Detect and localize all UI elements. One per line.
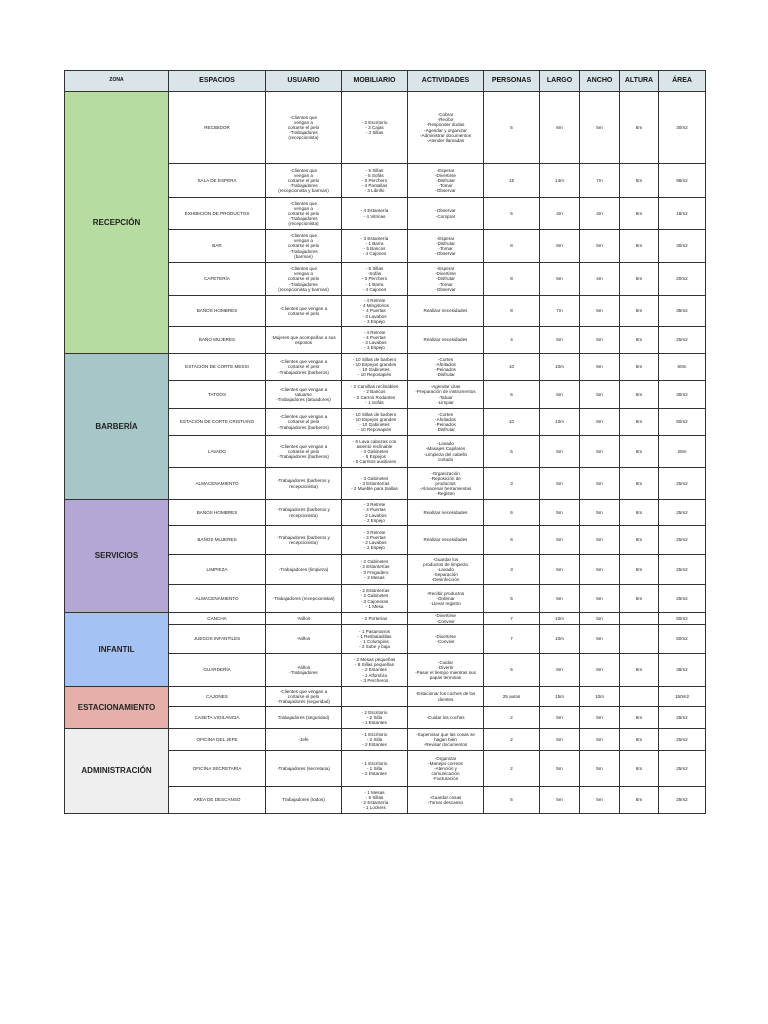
ancho-cell: 5m <box>580 468 620 500</box>
ancho-cell: 4m <box>580 198 620 230</box>
altura-cell: 6m <box>620 585 659 613</box>
espacio-cell: CAJONES <box>169 687 266 707</box>
table-row <box>65 613 706 625</box>
actividades-cell: -Guardar los productos de limpieza -Lavado -Separación -Desinfección <box>408 555 484 585</box>
mobiliario-cell: - 2 Porterías <box>342 613 408 625</box>
largo-cell: 10m <box>540 613 580 625</box>
personas-cell: 5 <box>484 585 540 613</box>
ancho-cell: 5m <box>580 526 620 555</box>
largo-cell: 5m <box>540 585 580 613</box>
mobiliario-cell: - 4 Estantería - 4 Vitrinas <box>342 198 408 230</box>
mobiliario-cell: - 5 Sillas -Sofás - 3 Perchero - 1 Barra - 4 Cajones <box>342 263 408 296</box>
largo-cell: 5m <box>540 436 580 468</box>
ancho-cell: 10m <box>580 687 620 707</box>
mobiliario-cell: - 2 Estanterías - 2 Gabinetes - 3 Cajoneras - 1 Mesa <box>342 585 408 613</box>
area-cell: 25m <box>659 436 706 468</box>
personas-cell: 25 autos <box>484 687 540 707</box>
usuario-cell: -Clientes que vengan a cortarse el pelo -Trabajadores (barberos) <box>266 436 342 468</box>
espacio-cell: LAVADO <box>169 436 266 468</box>
personas-cell: 2 <box>484 751 540 787</box>
mobiliario-cell: - 10 Sillas de barbero - 10 Espejos grandes - 10 Gabinetes - 10 Reposapiés <box>342 354 408 381</box>
largo-cell: 5m <box>540 729 580 751</box>
area-cell: 30m2 <box>659 381 706 409</box>
mobiliario-cell: - 3 Escritorio - 3 Cajas - 3 Sillas <box>342 92 408 164</box>
ancho-cell: 6m <box>580 409 620 436</box>
personas-cell: 5 <box>484 654 540 687</box>
actividades-cell: Realizar necesidades <box>408 526 484 555</box>
largo-cell: 5m <box>540 787 580 814</box>
espacio-cell: SALA DE ESPERA <box>169 164 266 198</box>
usuario-cell: Trabajadores (todos) <box>266 787 342 814</box>
actividades-cell: -Divertirse -Convivir <box>408 613 484 625</box>
table-row <box>65 354 706 381</box>
usuario-cell: -Clientes que vengan a cortarse el pelo -Trabajadores (barberos) <box>266 409 342 436</box>
actividades-cell: -Agendar citas -Preparación de instrumentos -Tatuar -Limpiar <box>408 381 484 409</box>
altura-cell: 6m <box>620 263 659 296</box>
personas-cell: 2 <box>484 729 540 751</box>
ancho-cell: 4m <box>580 263 620 296</box>
header-ancho: ANCHO <box>580 71 620 92</box>
personas-cell: 15 <box>484 164 540 198</box>
actividades-cell: -Cortes -Afeitados -Peinados -Disfrutar <box>408 354 484 381</box>
actividades-cell: -Esperar -Divertirse -Disfrutar -Tomar -Observar <box>408 164 484 198</box>
usuario-cell: -Clientes que vengan a cortarse el pelo -Trabajadores (barberos) <box>266 354 342 381</box>
actividades-cell: -Lavado -Masajes Capilares -Limpieza del cabello cortado <box>408 436 484 468</box>
usuario-cell: -Niños <box>266 613 342 625</box>
largo-cell: 4m <box>540 198 580 230</box>
table-row <box>65 729 706 751</box>
ancho-cell: 5m <box>580 751 620 787</box>
espacio-cell: GUARDERÍA <box>169 654 266 687</box>
area-cell: 20m2 <box>659 263 706 296</box>
espacio-cell: JUEGOS INFANTILES <box>169 625 266 654</box>
usuario-cell: -Mujeres que acompañan a sus esposos <box>266 327 342 354</box>
area-cell: 25m2 <box>659 729 706 751</box>
actividades-cell: -Estacionar los coches de los clientes <box>408 687 484 707</box>
largo-cell: 5m <box>540 263 580 296</box>
zone-cell: ESTACIONAMIENTO <box>65 687 169 729</box>
usuario-cell: -Trabajadores (barberos y recepcionista) <box>266 500 342 526</box>
personas-cell: 6 <box>484 526 540 555</box>
header-mobiliario: MOBILIARIO <box>342 71 408 92</box>
table-row <box>65 500 706 526</box>
altura-cell: 6m <box>620 92 659 164</box>
personas-cell: 3 <box>484 555 540 585</box>
area-cell: 25m2 <box>659 468 706 500</box>
table-row <box>65 92 706 164</box>
largo-cell: 5m <box>540 555 580 585</box>
header-personas: PERSONAS <box>484 71 540 92</box>
actividades-cell: -Esperar -Disfrutar -Tomar -Observar <box>408 230 484 263</box>
ancho-cell: 5m <box>580 613 620 625</box>
largo-cell: 6m <box>540 654 580 687</box>
actividades-cell: -Cuidar -Divertir -Pasar el tiempo mientras sus papás terminan <box>408 654 484 687</box>
actividades-cell: -Divertirse -Convivir <box>408 625 484 654</box>
altura-cell: 6m <box>620 296 659 327</box>
area-cell: 25m2 <box>659 555 706 585</box>
zone-cell: RECEPCIÓN <box>65 92 169 354</box>
ancho-cell: 5m <box>580 327 620 354</box>
altura-cell: 6m <box>620 468 659 500</box>
altura-cell: 6m <box>620 381 659 409</box>
espacio-cell: CAFETERÍA <box>169 263 266 296</box>
actividades-cell: -Recibir productos -Ordenar -Llevar registro <box>408 585 484 613</box>
mobiliario-cell: - 4 Retrete - 4 Mingitorios - 4 Puertas - 3 Lavabos - 3 Espejo <box>342 296 408 327</box>
altura-cell: 6m <box>620 500 659 526</box>
personas-cell: 8 <box>484 230 540 263</box>
zone-cell: INFANTIL <box>65 613 169 687</box>
largo-cell: 5m <box>540 500 580 526</box>
largo-cell: 6m <box>540 381 580 409</box>
actividades-cell: -Cobrar -Recibir -Responder dudas -Agendar y organizar -Administrar documentos -Atender llamadas <box>408 92 484 164</box>
altura-cell: 6m <box>620 409 659 436</box>
header-row <box>65 71 706 92</box>
largo-cell: 5m <box>540 751 580 787</box>
espacio-cell: AREA DE DESCANSO <box>169 787 266 814</box>
personas-cell: 2 <box>484 707 540 729</box>
mobiliario-cell: - 2 Gabinetes - 2 Estanterías - 3 Fregadero - 2 Mesas <box>342 555 408 585</box>
actividades-cell: -Organización -Reposición de productos -Almacenar herramientas -Registro <box>408 468 484 500</box>
header-zona: ZONA <box>65 71 169 92</box>
actividades-cell: -Supervisar que las cosas se hagan bien -Revisar documentos <box>408 729 484 751</box>
largo-cell: 5m <box>540 468 580 500</box>
personas-cell: 3 <box>484 468 540 500</box>
usuario-cell: -Trabajadores (secretaria) <box>266 751 342 787</box>
area-cell: 50m2 <box>659 625 706 654</box>
usuario-cell: -Clientes que vengan a cortarse el pelo -Trabajadores (seguridad) <box>266 687 342 707</box>
personas-cell: 8 <box>484 263 540 296</box>
ancho-cell: 5m <box>580 500 620 526</box>
espacio-cell: ALMACENAMIENTO <box>169 585 266 613</box>
ancho-cell: 5m <box>580 230 620 263</box>
altura-cell: 6m <box>620 354 659 381</box>
personas-cell: 8 <box>484 296 540 327</box>
espacio-cell: EXHIBICIÓN DE PRODUCTOS <box>169 198 266 230</box>
espacio-cell: TATOOS <box>169 381 266 409</box>
mobiliario-cell: - 2 Escritorio - 2 Silla - 1 Estantes <box>342 707 408 729</box>
espacio-cell: ESTACIÓN DE CORTE CRISTIANO <box>169 409 266 436</box>
actividades-cell: -Esperar -Divertirse -Disfrutar -Tomar -Observar <box>408 263 484 296</box>
altura-cell <box>620 687 659 707</box>
espacio-cell: BAÑO MUJERES <box>169 327 266 354</box>
altura-cell: 6m <box>620 787 659 814</box>
espacio-cell: CANCHA <box>169 613 266 625</box>
espacio-cell: OFICINA SECRETARÍA <box>169 751 266 787</box>
zone-cell: SERVICIOS <box>65 500 169 613</box>
actividades-cell: Realizar necesidades <box>408 500 484 526</box>
espacio-cell: BAÑOS HOMBRES <box>169 500 266 526</box>
mobiliario-cell: - 5 Sillas - 5 Sofás - 3 Perchero - 4 Pantallas - 3 Librillo <box>342 164 408 198</box>
mobiliario-cell: - 1 Mesas - 5 Sillas - 2 Estantería - 1 Lockers <box>342 787 408 814</box>
espacio-cell: RECIBIDOR <box>169 92 266 164</box>
usuario-cell: -Trabajadores (recepcionistas) <box>266 585 342 613</box>
header-largo: LARGO <box>540 71 580 92</box>
altura-cell: 6m <box>620 526 659 555</box>
mobiliario-cell: - 1 Escritorio - 1 Silla - 2 Estantes <box>342 751 408 787</box>
usuario-cell: -Niños <box>266 625 342 654</box>
header-espacios: ESPACIOS <box>169 71 266 92</box>
mobiliario-cell: - 1 Pasamanos - 1 Resbaladillas - 1 Columpios - 2 Sube y baja <box>342 625 408 654</box>
area-cell: 16m2 <box>659 198 706 230</box>
ancho-cell: 5m <box>580 296 620 327</box>
actividades-cell: -Guardar cosas -Tomar descanso <box>408 787 484 814</box>
mobiliario-cell: - 2 Camillas reclinables - 2 Bancos - 2 Carros Rodantes - 1 Sofás <box>342 381 408 409</box>
ancho-cell: 6m <box>580 354 620 381</box>
usuario-cell: -Clientes que vengan a cortarse el pelo -Trabajadores (barman) <box>266 230 342 263</box>
largo-cell: 5m <box>540 327 580 354</box>
ancho-cell: 5m <box>580 729 620 751</box>
personas-cell: 6 <box>484 500 540 526</box>
area-cell: 25m2 <box>659 500 706 526</box>
largo-cell: 5m <box>540 526 580 555</box>
usuario-cell: -Trabajadores (limpieza) <box>266 555 342 585</box>
largo-cell: 10m <box>540 625 580 654</box>
espacio-cell: BAÑOS HOMBRES <box>169 296 266 327</box>
usuario-cell: Trabajadores (seguridad) <box>266 707 342 729</box>
altura-cell: 6m <box>620 436 659 468</box>
area-cell: 35m2 <box>659 296 706 327</box>
area-cell: 36m2 <box>659 654 706 687</box>
personas-cell: 6 <box>484 381 540 409</box>
altura-cell: 6m <box>620 707 659 729</box>
largo-cell: 7m <box>540 296 580 327</box>
area-cell: 25m2 <box>659 707 706 729</box>
espacio-cell: LIMPIEZA <box>169 555 266 585</box>
mobiliario-cell: - 10 Sillas de barbero - 10 Espejos grandes - 10 Gabinetes - 10 Reposapiés <box>342 409 408 436</box>
usuario-cell: -Jefe <box>266 729 342 751</box>
usuario-cell: -Trabajadores (barberos y recepcionista) <box>266 468 342 500</box>
ancho-cell: 5m <box>580 707 620 729</box>
mobiliario-cell: - 3 Retrete - 3 Puertas - 2 Lavabos - 2 Espejo <box>342 526 408 555</box>
ancho-cell: 5m <box>580 787 620 814</box>
altura-cell: 6m <box>620 729 659 751</box>
personas-cell: 7 <box>484 625 540 654</box>
espacio-cell: ESTACIÓN DE CORTE MESSI <box>169 354 266 381</box>
espacio-cell: BAR <box>169 230 266 263</box>
actividades-cell: Realizar necesidades <box>408 327 484 354</box>
area-cell: 150m2 <box>659 687 706 707</box>
espacio-cell: ALMACENAMIENTO <box>169 468 266 500</box>
program-table <box>64 70 706 814</box>
personas-cell: 5 <box>484 92 540 164</box>
usuario-cell: -Clientes que vengan a cortarse el pelo -Trabajadores (recepcionista) <box>266 198 342 230</box>
usuario-cell: -Clientes que vengan a cortarse el pelo <box>266 296 342 327</box>
table-row <box>65 687 706 707</box>
area-cell: 30m2 <box>659 92 706 164</box>
area-cell: 25m2 <box>659 585 706 613</box>
espacio-cell: CASETA VIGILANCIA <box>169 707 266 729</box>
personas-cell: 10 <box>484 354 540 381</box>
largo-cell: 10m <box>540 409 580 436</box>
table-body <box>65 92 706 814</box>
zone-cell: ADMINISTRACIÓN <box>65 729 169 814</box>
usuario-cell: -Niños -Trabajadores <box>266 654 342 687</box>
ancho-cell: 5m <box>580 92 620 164</box>
espacio-cell: BAÑOS MUJERES <box>169 526 266 555</box>
mobiliario-cell: - 4 Retrete - 4 Puertas - 3 Lavabos - 3 Espejo <box>342 327 408 354</box>
ancho-cell: 5m <box>580 436 620 468</box>
personas-cell: 10 <box>484 409 540 436</box>
actividades-cell: -Organizar -Manejar correos -Atención y comunicación -Facturación <box>408 751 484 787</box>
ancho-cell: 5m <box>580 625 620 654</box>
mobiliario-cell: - 3 Estantería - 1 Barra - 5 Bancos - 4 Cajones <box>342 230 408 263</box>
altura-cell: 6m <box>620 555 659 585</box>
personas-cell: 5 <box>484 787 540 814</box>
altura-cell: 6m <box>620 198 659 230</box>
altura-cell <box>620 613 659 625</box>
espacio-cell: OFICINA DEL JEFE <box>169 729 266 751</box>
largo-cell: 14m <box>540 164 580 198</box>
actividades-cell: -Cortes -Afeitados -Peinados -Disfrutar <box>408 409 484 436</box>
area-cell: 25m2 <box>659 526 706 555</box>
altura-cell: 6m <box>620 327 659 354</box>
header-altura: ALTURA <box>620 71 659 92</box>
usuario-cell: -Clientes que vengan a tatuarse -Trabajadores (tatuadores) <box>266 381 342 409</box>
largo-cell: 5m <box>540 707 580 729</box>
largo-cell: 15m <box>540 687 580 707</box>
mobiliario-cell <box>342 687 408 707</box>
ancho-cell: 7m <box>580 164 620 198</box>
ancho-cell: 6m <box>580 654 620 687</box>
mobiliario-cell: - 1 Escritorio - 2 Silla - 2 Estantes <box>342 729 408 751</box>
ancho-cell: 5m <box>580 555 620 585</box>
usuario-cell: -Clientes que vengan a cortarse el pelo -Trabajadores (recepcionista y barman) <box>266 164 342 198</box>
usuario-cell: -Trabajadores (barberos y recepcionista) <box>266 526 342 555</box>
area-cell: 50m2 <box>659 613 706 625</box>
personas-cell: 5 <box>484 198 540 230</box>
personas-cell: 5 <box>484 436 540 468</box>
zone-cell: BARBERÍA <box>65 354 169 500</box>
usuario-cell: -Clientes que vengan a cortarse el pelo -Trabajadores (recepcionista) <box>266 92 342 164</box>
mobiliario-cell: - 3 Retrete - 3 Puertas - 2 Lavabos - 2 Espejo <box>342 500 408 526</box>
personas-cell: 7 <box>484 613 540 625</box>
area-cell: 25m2 <box>659 787 706 814</box>
area-cell: 25m2 <box>659 751 706 787</box>
actividades-cell: -Observar -Comprar <box>408 198 484 230</box>
altura-cell <box>620 625 659 654</box>
ancho-cell: 5m <box>580 585 620 613</box>
ancho-cell: 5m <box>580 381 620 409</box>
area-cell: 60m2 <box>659 409 706 436</box>
area-cell: 60m <box>659 354 706 381</box>
area-cell: 98m2 <box>659 164 706 198</box>
header-usuario: USUARIO <box>266 71 342 92</box>
altura-cell: 6m <box>620 230 659 263</box>
personas-cell: 4 <box>484 327 540 354</box>
area-cell: 30m2 <box>659 230 706 263</box>
altura-cell: 6m <box>620 751 659 787</box>
largo-cell: 6m <box>540 92 580 164</box>
header-actividades: ACTIVIDADES <box>408 71 484 92</box>
actividades-cell: -Cuidar los coches <box>408 707 484 729</box>
altura-cell: 6m <box>620 164 659 198</box>
altura-cell: 6m <box>620 654 659 687</box>
mobiliario-cell: - 5 Lava cabezas con asiento reclinable - 3 Gabinetes - 5 Espejos - 5 Carritos auxiliares <box>342 436 408 468</box>
usuario-cell: -Clientes que vengan a cortarse el pelo -Trabajadores (recepcionista y barman) <box>266 263 342 296</box>
mobiliario-cell: - 2 Mesas pequeñas - 8 Sillas pequeñas - 2 Estantes - 1 Alfombra - 3 Percheros <box>342 654 408 687</box>
largo-cell: 10m <box>540 354 580 381</box>
mobiliario-cell: - 3 Gabinetes - 3 Estanterías - 2 Mueble para toallas <box>342 468 408 500</box>
actividades-cell: Realizar necesidades <box>408 296 484 327</box>
largo-cell: 6m <box>540 230 580 263</box>
header-area: ÁREA <box>659 71 706 92</box>
area-cell: 25m2 <box>659 327 706 354</box>
